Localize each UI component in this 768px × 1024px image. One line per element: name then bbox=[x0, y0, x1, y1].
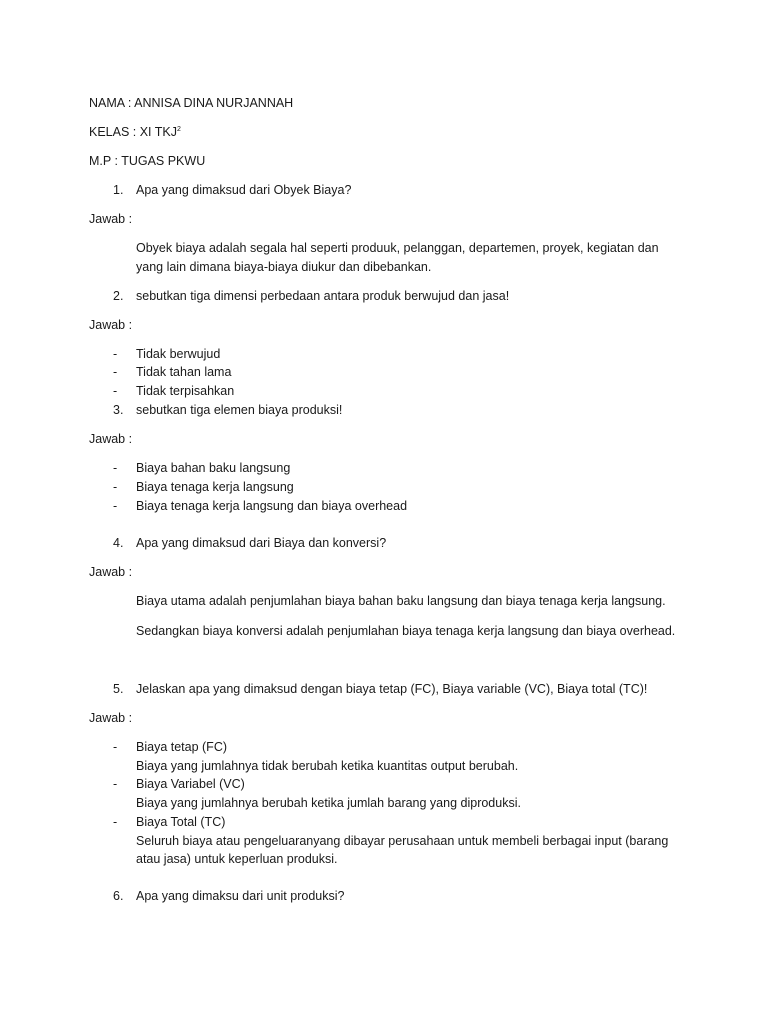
list-dash: - bbox=[113, 815, 118, 829]
term-label: Biaya tetap (FC) bbox=[136, 740, 228, 754]
term-label: Biaya Total (TC) bbox=[136, 815, 226, 829]
list-item: Biaya bahan baku langsung bbox=[136, 461, 291, 475]
question-number: 2. bbox=[113, 289, 124, 303]
student-name: NAMA : ANNISA DINA NURJANNAH bbox=[89, 96, 294, 110]
question-text: Jelaskan apa yang dimaksud dengan biaya tetap (FC), Biaya variable (VC), Biaya total (TC)! bbox=[136, 682, 648, 696]
class-label: KELAS : XI TKJ bbox=[89, 125, 178, 139]
list-dash: - bbox=[113, 480, 118, 494]
question-text: sebutkan tiga elemen biaya produksi! bbox=[136, 403, 343, 417]
student-class bbox=[89, 124, 181, 140]
answer-label: Jawab : bbox=[89, 318, 133, 332]
answer-label: Jawab : bbox=[89, 432, 133, 446]
answer-label: Jawab : bbox=[89, 565, 133, 579]
term-definition: Biaya yang jumlahnya tidak berubah ketika kuantitas output berubah. bbox=[136, 759, 519, 773]
list-dash: - bbox=[113, 365, 118, 379]
question-number: 4. bbox=[113, 536, 124, 550]
question-text: Apa yang dimaksud dari Obyek Biaya? bbox=[136, 183, 352, 197]
list-dash: - bbox=[113, 347, 118, 361]
question-number: 5. bbox=[113, 682, 124, 696]
list-dash: - bbox=[113, 461, 118, 475]
answer-label: Jawab : bbox=[89, 212, 133, 226]
answer-line: Biaya utama adalah penjumlahan biaya bahan baku langsung dan biaya tenaga kerja langsung. bbox=[136, 594, 666, 608]
question-text: sebutkan tiga dimensi perbedaan antara produk berwujud dan jasa! bbox=[136, 289, 510, 303]
list-item: Tidak berwujud bbox=[136, 347, 221, 361]
term-definition: atau jasa) untuk keperluan produksi. bbox=[136, 852, 338, 866]
subject-line: M.P : TUGAS PKWU bbox=[89, 154, 206, 168]
term-label: Biaya Variabel (VC) bbox=[136, 777, 245, 791]
term-definition: Biaya yang jumlahnya berubah ketika jumlah barang yang diproduksi. bbox=[136, 796, 521, 810]
answer-line: Sedangkan biaya konversi adalah penjumlahan biaya tenaga kerja langsung dan biaya overhead. bbox=[136, 624, 676, 638]
question-number: 3. bbox=[113, 403, 124, 417]
list-item: Biaya tenaga kerja langsung dan biaya overhead bbox=[136, 499, 408, 513]
list-dash: - bbox=[113, 777, 118, 791]
term-definition: Seluruh biaya atau pengeluaranyang dibayar perusahaan untuk membeli berbagai input (barang bbox=[136, 834, 669, 848]
question-number: 6. bbox=[113, 889, 124, 903]
list-dash: - bbox=[113, 499, 118, 513]
list-dash: - bbox=[113, 740, 118, 754]
list-dash: - bbox=[113, 384, 118, 398]
answer-line: Obyek biaya adalah segala hal seperti produuk, pelanggan, departemen, proyek, kegiatan dan bbox=[136, 241, 659, 255]
class-superscript: 2 bbox=[177, 125, 181, 133]
list-item: Tidak tahan lama bbox=[136, 365, 232, 379]
question-number: 1. bbox=[113, 183, 124, 197]
list-item: Tidak terpisahkan bbox=[136, 384, 235, 398]
list-item: Biaya tenaga kerja langsung bbox=[136, 480, 294, 494]
question-text: Apa yang dimaksud dari Biaya dan konversi? bbox=[136, 536, 387, 550]
answer-line: yang lain dimana biaya-biaya diukur dan dibebankan. bbox=[136, 260, 432, 274]
answer-label: Jawab : bbox=[89, 711, 133, 725]
question-text: Apa yang dimaksu dari unit produksi? bbox=[136, 889, 345, 903]
